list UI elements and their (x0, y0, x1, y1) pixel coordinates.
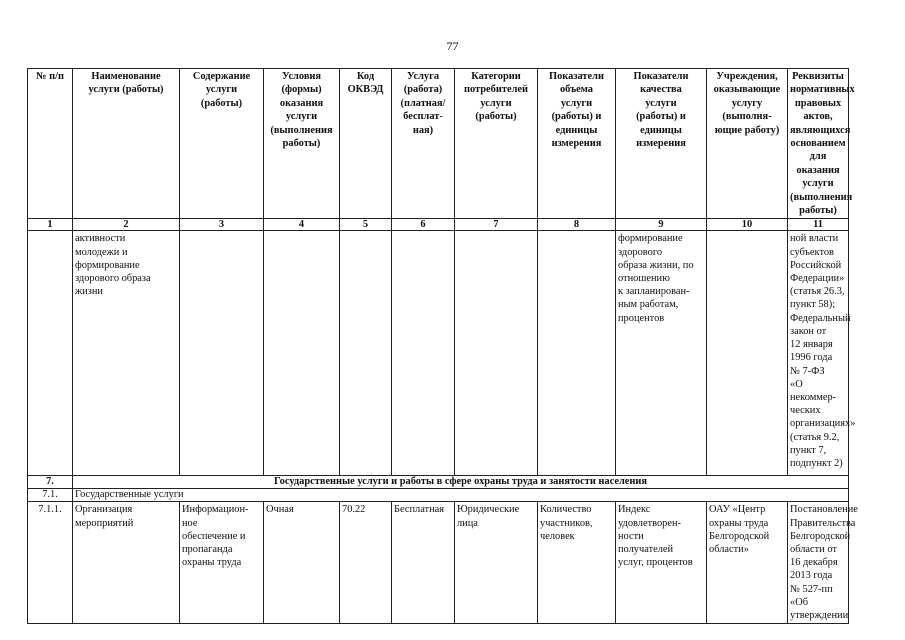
header-consumers: Категории потребителей услуги (работы) (455, 69, 538, 219)
column-number: 6 (392, 219, 455, 231)
table-cell (455, 231, 538, 476)
table-cell (340, 231, 392, 476)
table-cell: Бесплатная (392, 502, 455, 624)
continuation-row (28, 231, 849, 476)
header-num: № п/п (28, 69, 73, 219)
table-cell (392, 231, 455, 476)
table-cell: Информацион- ное обеспечение и пропаганда охраны труда (180, 502, 264, 624)
table-cell (180, 231, 264, 476)
header-institutions: Учреждения, оказывающие услугу (выполня- ющие работу) (707, 69, 788, 219)
table-cell: Юридические лица (455, 502, 538, 624)
column-number: 7 (455, 219, 538, 231)
services-table (27, 68, 858, 624)
table-cell: 7.1.1. (28, 502, 73, 624)
table-cell (264, 231, 340, 476)
subsection-title: Государственные услуги (73, 489, 849, 502)
table-cell: Очная (264, 502, 340, 624)
table-cell: Организация мероприятий (73, 502, 180, 624)
table-cell: формирование здорового образа жизни, по отношению к запланирован- ным работам, процентов (616, 231, 707, 476)
page-number: 77 (446, 39, 459, 53)
section-title: Государственные услуги и работы в сфере охраны труда и занятости населения (73, 476, 849, 489)
header-legal-acts: Реквизиты нормативных правовых актов, являющихся основанием для оказания услуги (выполнения работы) (788, 69, 849, 219)
table-cell: активности молодежи и формирование здорового образа жизни (73, 231, 180, 476)
header-okved: Код ОКВЭД (340, 69, 392, 219)
subsection-row (28, 489, 849, 502)
column-number: 2 (73, 219, 180, 231)
section-number: 7. (28, 476, 73, 489)
header-quality: Показатели качества услуги (работы) и единицы измерения (616, 69, 707, 219)
table-cell: Индекс удовлетворен- ности получателей услуг, процентов (616, 502, 707, 624)
header-volume: Показатели объема услуги (работы) и единицы измерения (538, 69, 616, 219)
column-number: 9 (616, 219, 707, 231)
column-number: 11 (788, 219, 849, 231)
header-service-name: Наименование услуги (работы) (73, 69, 180, 219)
table-row (28, 502, 849, 624)
table-cell (538, 231, 616, 476)
column-number: 4 (264, 219, 340, 231)
table-cell: ОАУ «Центр охраны труда Белгородской области» (707, 502, 788, 624)
column-number-row (28, 219, 849, 231)
table-cell: Постановление Правительства Белгородской области от 16 декабря 2013 года № 527-пп «Об утверждении (788, 502, 849, 624)
header-conditions: Условия (формы) оказания услуги (выполнения работы) (264, 69, 340, 219)
table-cell: ной власти субъектов Российской Федерации» (статья 26.3, пункт 58); Федеральный закон от 12 января 1996 года № 7-ФЗ «О некоммер- ческих организациях» (статья 9.2, пункт 7, подпункт 2) (788, 231, 849, 476)
column-number: 8 (538, 219, 616, 231)
subsection-number: 7.1. (28, 489, 73, 502)
table-cell: Количество участников, человек (538, 502, 616, 624)
table-cell: 70.22 (340, 502, 392, 624)
table-cell (28, 231, 73, 476)
column-number: 10 (707, 219, 788, 231)
column-number: 5 (340, 219, 392, 231)
column-number: 1 (28, 219, 73, 231)
header-content: Содержание услуги (работы) (180, 69, 264, 219)
header-paid: Услуга (работа) (платная/ бесплат- ная) (392, 69, 455, 219)
table-cell (707, 231, 788, 476)
header-row (28, 69, 849, 219)
column-number: 3 (180, 219, 264, 231)
section-row (28, 476, 849, 489)
